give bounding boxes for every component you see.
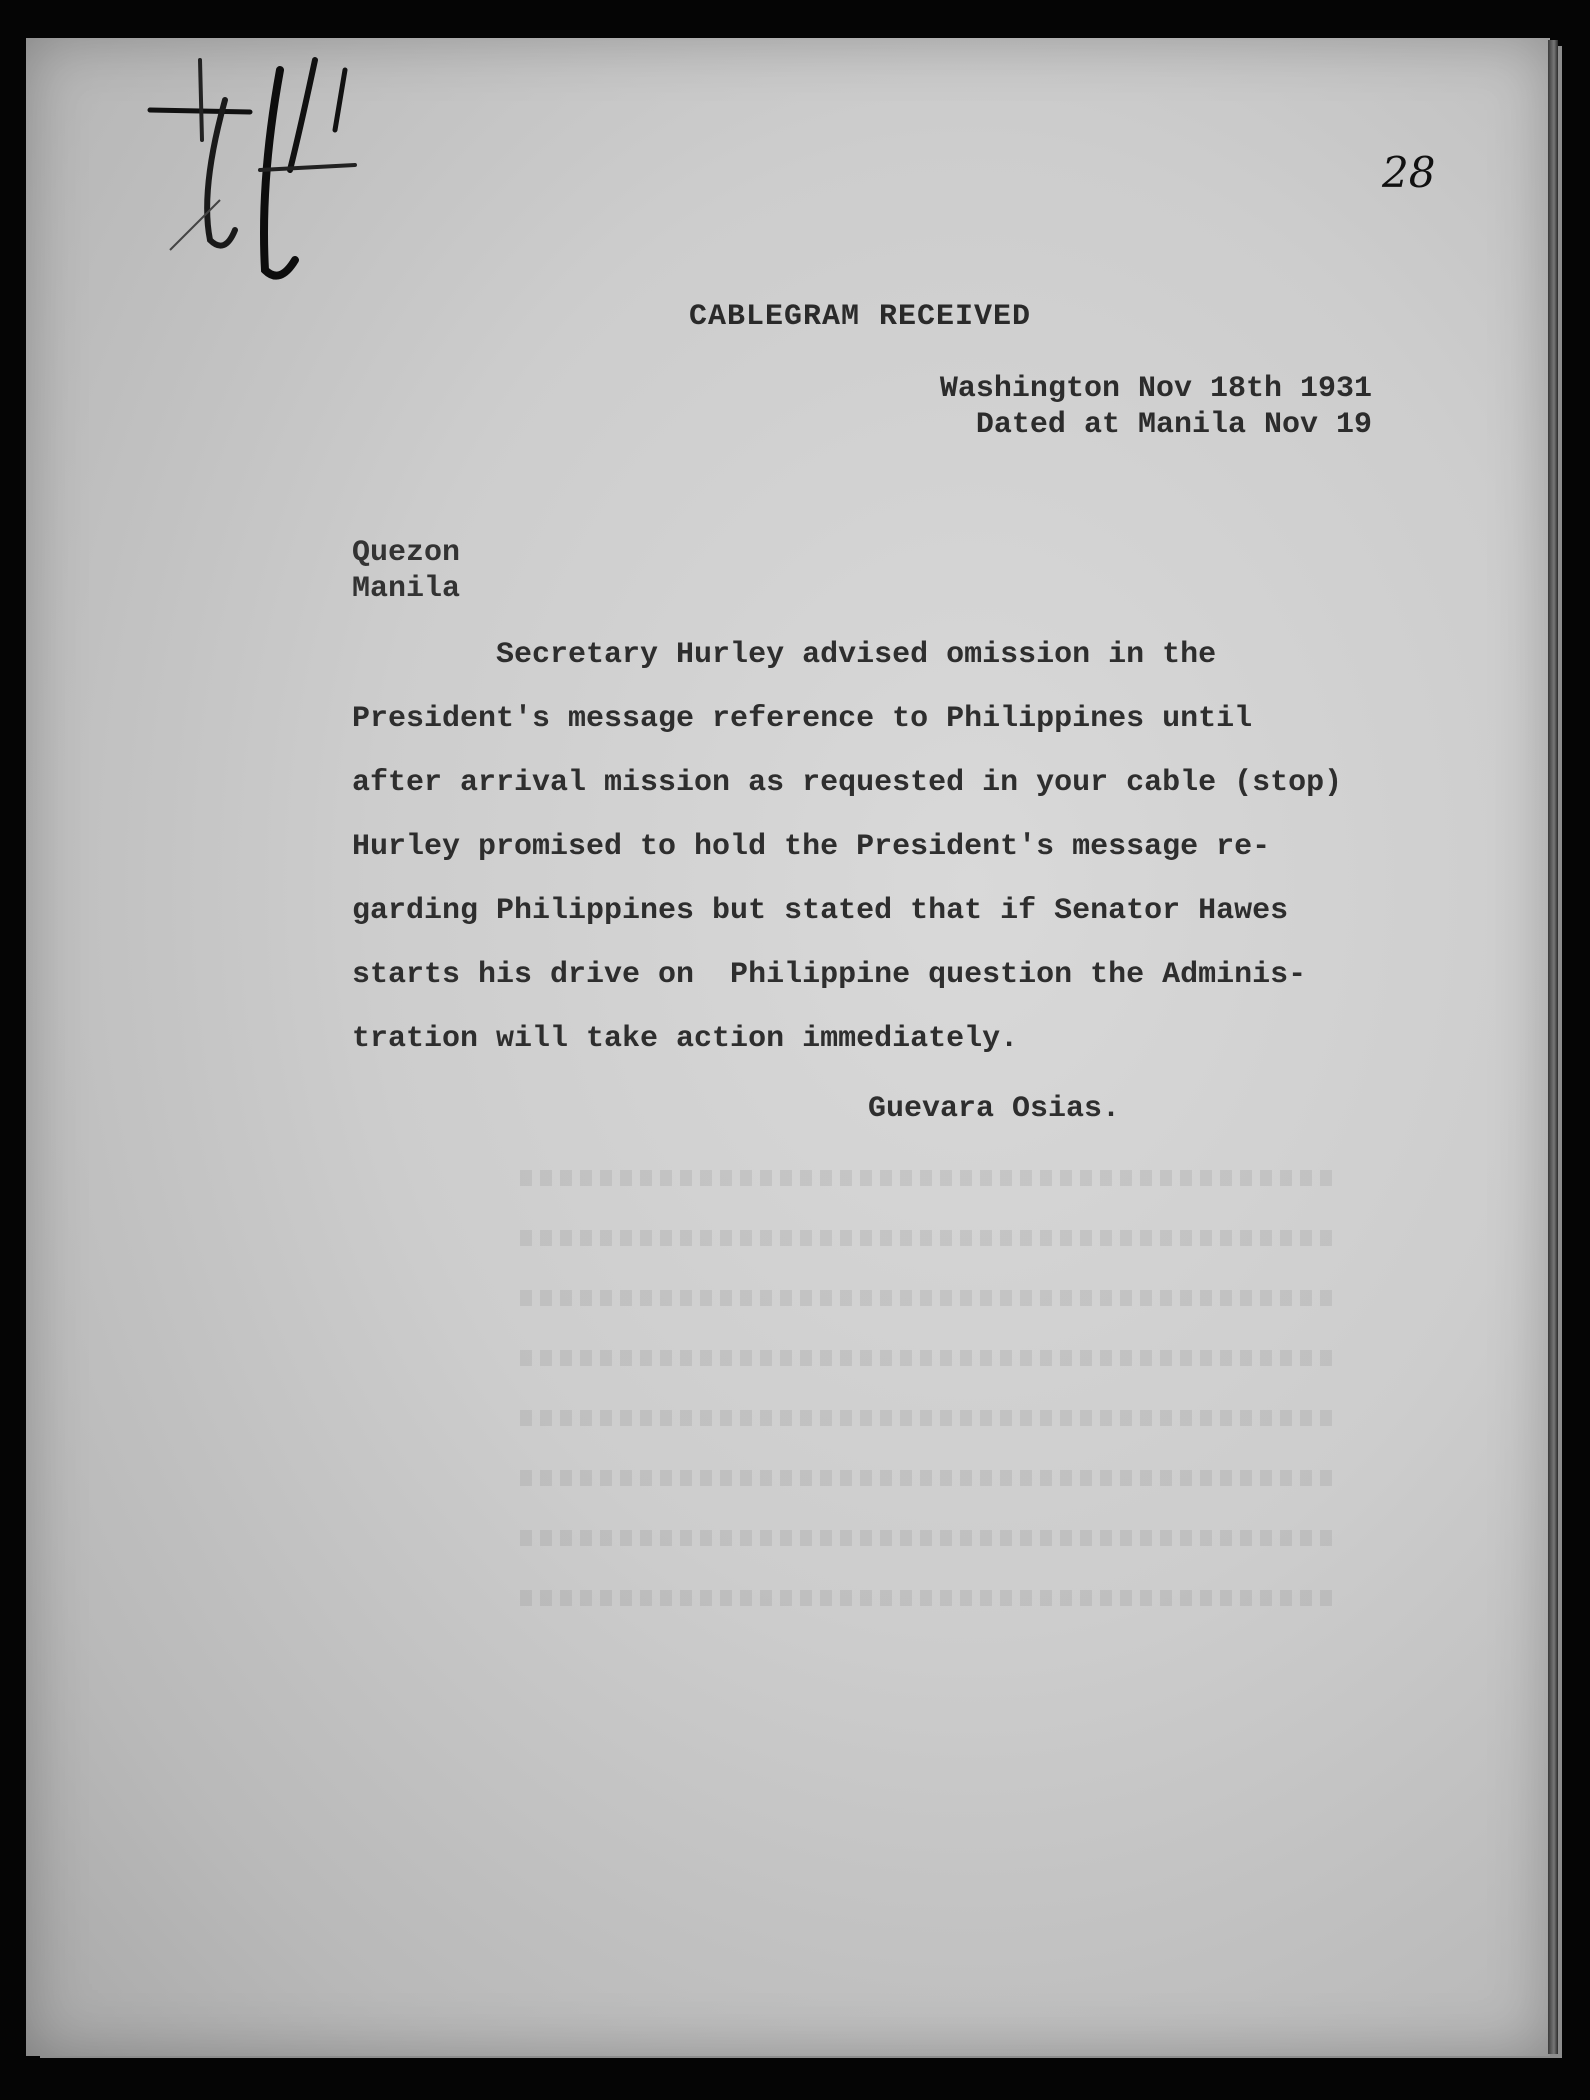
bleed-through-text bbox=[520, 1530, 1340, 1546]
bleed-through-text bbox=[520, 1230, 1340, 1246]
document-title: CABLEGRAM RECEIVED bbox=[688, 300, 1032, 334]
body-line: Hurley promised to hold the President's message re- bbox=[352, 830, 1271, 864]
handwritten-mark bbox=[140, 40, 380, 290]
bleed-through-text bbox=[520, 1350, 1340, 1366]
body-line: garding Philippines but stated that if Senator Hawes bbox=[352, 894, 1289, 928]
body-line: Secretary Hurley advised omission in the bbox=[352, 638, 1217, 672]
bleed-through-text bbox=[520, 1290, 1340, 1306]
addressee-place: Manila bbox=[352, 572, 461, 606]
page-number: 28 bbox=[1382, 148, 1436, 197]
body-line: tration will take action immediately. bbox=[352, 1022, 1019, 1056]
bleed-through-text bbox=[520, 1470, 1340, 1486]
sheet-edge bbox=[1548, 40, 1558, 2054]
bleed-through-text bbox=[520, 1590, 1340, 1606]
dateline-dated: Dated at Manila Nov 19 bbox=[975, 408, 1372, 442]
bleed-through-text bbox=[520, 1170, 1340, 1186]
body-line: President's message reference to Philippines until bbox=[352, 702, 1253, 736]
bleed-through-text bbox=[520, 1410, 1340, 1426]
body-line: starts his drive on Philippine question the Adminis- bbox=[352, 958, 1307, 992]
dateline-origin: Washington Nov 18th 1931 bbox=[939, 372, 1372, 406]
addressee-name: Quezon bbox=[352, 536, 461, 570]
body-line: after arrival mission as requested in your cable (stop) bbox=[352, 766, 1343, 800]
signature: Guevara Osias. bbox=[868, 1092, 1121, 1126]
